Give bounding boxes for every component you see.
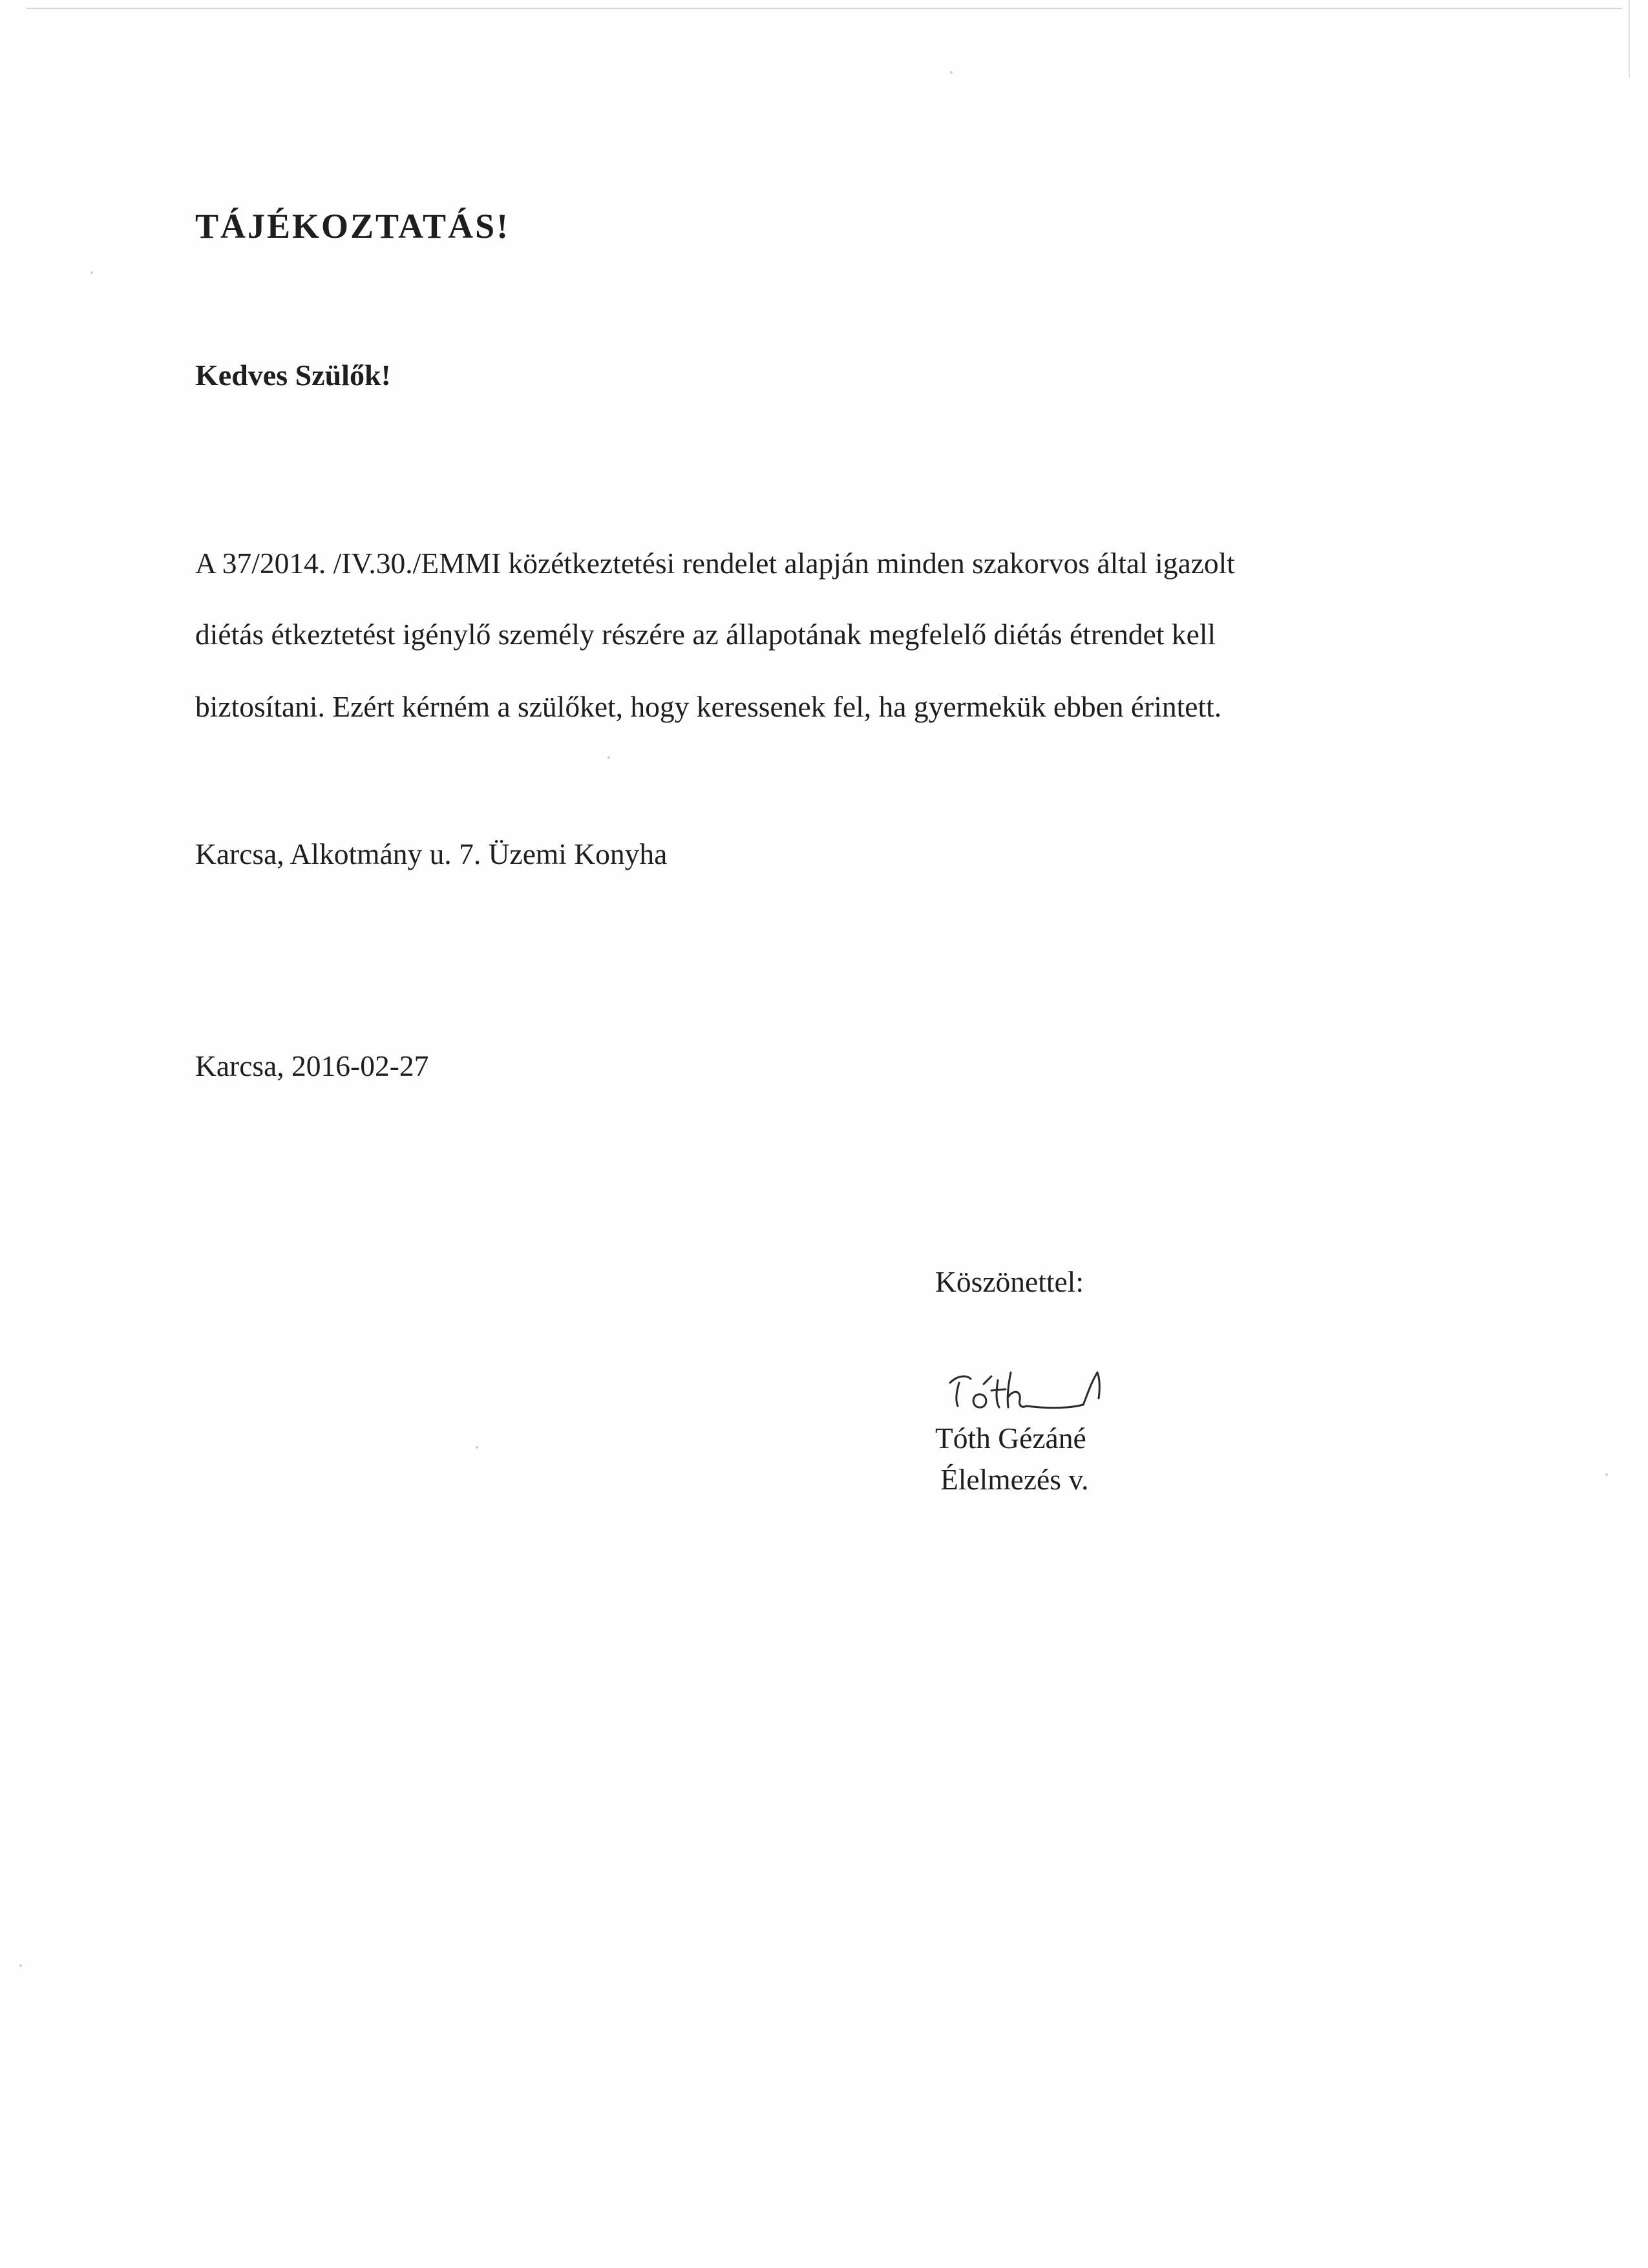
body-line-2: diétás étkeztetést igénylő személy részére az állapotának megfelelő diétás étrendet kell: [195, 618, 1216, 651]
scan-speck: [476, 1446, 478, 1449]
closing-phrase: Köszönettel:: [935, 1265, 1084, 1298]
handwritten-signature: [945, 1363, 1119, 1422]
body-line-3: biztosítani. Ezért kérném a szülőket, hogy keressenek fel, ha gyermekük ebben érintett.: [195, 690, 1222, 723]
greeting: Kedves Szülők!: [195, 359, 391, 392]
scan-speck: [950, 71, 953, 74]
kitchen-address: Karcsa, Alkotmány u. 7. Üzemi Konyha: [195, 837, 668, 870]
body-line-1: A 37/2014. /IV.30./EMMI közétkeztetési rendelet alapján minden szakorvos által igazolt: [195, 547, 1235, 580]
place-and-date: Karcsa, 2016-02-27: [195, 1049, 429, 1082]
scan-speck: [19, 1964, 22, 1967]
signer-name: Tóth Gézáné: [935, 1422, 1086, 1454]
scan-speck: [1605, 1473, 1608, 1476]
scan-speck: [90, 271, 93, 274]
scan-edge-line: [26, 8, 1622, 9]
signer-role: Élelmezés v.: [940, 1463, 1089, 1496]
scan-speck: [607, 756, 610, 759]
scan-edge-right: [1629, 0, 1630, 78]
document-title: TÁJÉKOZTATÁS!: [195, 207, 511, 246]
